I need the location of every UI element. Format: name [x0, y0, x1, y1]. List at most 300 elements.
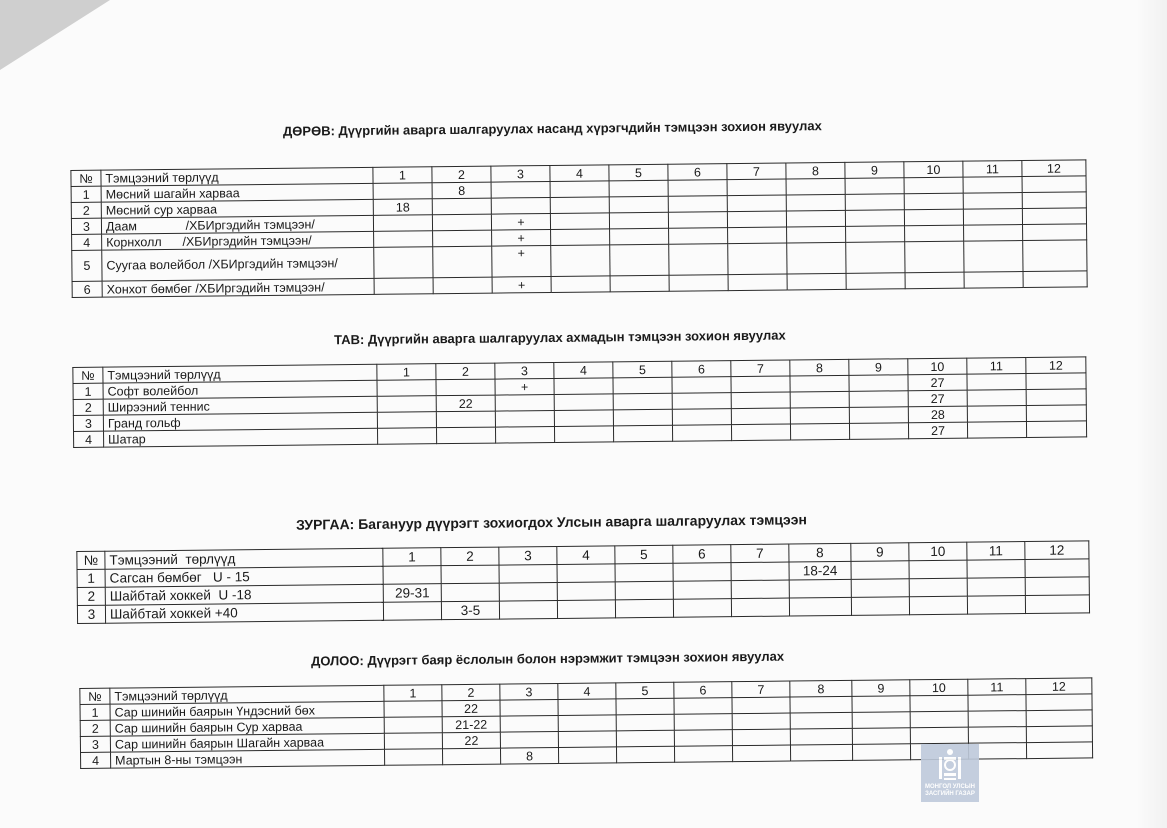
cell	[500, 699, 558, 716]
row-name: Шайбтай хоккей +40	[105, 602, 383, 623]
cell	[441, 565, 499, 584]
cell	[558, 699, 616, 716]
row-name: Корнхолл /ХБИргэдийн тэмцээн/	[102, 231, 374, 250]
cell	[852, 696, 910, 713]
section-title: ДӨРӨВ: Дүүргийн аварга шалгаруулах насанд хүрэгчдийн тэмцээн зохион явуулах	[282, 118, 822, 139]
cell	[669, 228, 728, 245]
cell	[383, 566, 441, 585]
row-no: 1	[77, 569, 105, 587]
cell	[374, 231, 433, 248]
cell	[731, 408, 790, 425]
header-month: 9	[851, 543, 909, 562]
cell	[967, 406, 1026, 423]
cell	[500, 715, 558, 732]
cell	[491, 197, 550, 214]
cell	[609, 196, 668, 213]
cell: 22	[436, 395, 495, 412]
row-no: 2	[77, 587, 105, 605]
cell	[731, 424, 790, 441]
cell	[786, 178, 845, 195]
cell	[905, 241, 964, 273]
cell	[377, 412, 436, 429]
cell	[787, 273, 846, 290]
cell	[1023, 224, 1087, 241]
cell	[433, 246, 492, 278]
cell	[615, 581, 673, 600]
schedule-table	[76, 540, 1090, 624]
cell	[790, 407, 849, 424]
cell	[674, 730, 732, 747]
cell: +	[491, 213, 550, 230]
cell	[609, 212, 668, 229]
cell	[557, 582, 615, 601]
cell	[964, 241, 1023, 273]
cell	[790, 696, 852, 713]
cell	[1025, 559, 1089, 578]
header-month: 10	[910, 679, 968, 696]
cell	[1022, 208, 1086, 225]
header-month: 5	[615, 545, 673, 564]
cell	[1022, 176, 1086, 193]
cell	[851, 597, 909, 616]
cell	[845, 210, 904, 227]
cell	[613, 409, 672, 426]
cell: 18-24	[789, 561, 851, 580]
cell	[1025, 577, 1089, 596]
cell	[728, 227, 787, 244]
row-no: 4	[72, 234, 102, 250]
header-month: 1	[377, 364, 436, 381]
row-no: 4	[74, 431, 104, 447]
row-no: 1	[73, 383, 103, 399]
cell	[384, 717, 442, 734]
cell	[672, 409, 731, 426]
cell	[558, 715, 616, 732]
cell	[550, 213, 609, 230]
cell	[727, 179, 786, 196]
cell	[910, 695, 968, 712]
cell	[732, 729, 790, 746]
header-month: 12	[1025, 541, 1089, 560]
cell	[967, 596, 1025, 615]
cell	[491, 181, 550, 198]
cell	[377, 380, 436, 397]
header-month: 8	[790, 680, 852, 697]
row-no: 3	[80, 736, 110, 752]
header-month: 5	[609, 164, 668, 181]
cell: 27	[908, 374, 967, 391]
cell	[963, 193, 1022, 210]
cell	[674, 746, 732, 763]
header-month: 9	[849, 359, 908, 376]
header-month: 1	[373, 167, 432, 184]
cell	[499, 600, 557, 619]
header-month: 3	[495, 362, 554, 379]
cell	[554, 394, 613, 411]
cell	[500, 731, 558, 748]
cell	[668, 180, 727, 197]
cell	[1026, 405, 1086, 422]
cell	[384, 733, 442, 750]
header-month: 8	[789, 543, 851, 562]
cell	[728, 274, 787, 291]
cell	[383, 602, 441, 621]
cell: 3-5	[441, 601, 499, 620]
row-no: 2	[80, 720, 110, 736]
header-name: Тэмцээний төрлүүд	[110, 685, 384, 704]
cell: +	[492, 229, 551, 246]
cell	[790, 391, 849, 408]
cell	[436, 411, 495, 428]
cell	[432, 198, 491, 215]
cell	[616, 746, 674, 763]
cell	[731, 392, 790, 409]
header-month: 7	[732, 681, 790, 698]
row-no: 2	[71, 202, 101, 218]
header-month: 7	[731, 360, 790, 377]
header-month: 6	[673, 545, 731, 564]
cell	[432, 214, 491, 231]
schedule-table	[70, 159, 1087, 298]
header-name: Тэмцээний төрлүүд	[105, 548, 383, 569]
cell	[1026, 710, 1092, 727]
cell: 8	[500, 747, 558, 764]
cell: +	[492, 245, 551, 277]
cell	[442, 748, 500, 765]
header-month: 2	[432, 166, 491, 183]
cell	[967, 374, 1026, 391]
cell	[846, 242, 905, 274]
cell	[790, 744, 852, 761]
row-name: Даам /ХБИргэдийн тэмцээн/	[101, 215, 373, 234]
cell	[968, 711, 1026, 728]
cell	[384, 701, 442, 718]
row-no: 1	[80, 704, 110, 720]
cell	[674, 714, 732, 731]
cell	[852, 728, 910, 745]
cell: 29-31	[383, 584, 441, 603]
row-name: Мартын 8-ны тэмцээн	[111, 749, 385, 768]
cell	[849, 375, 908, 392]
cell	[558, 731, 616, 748]
cell	[1026, 726, 1092, 743]
header-month: 11	[968, 679, 1026, 696]
section-title: ЗУРГАА: Багануур дүүрэгт зохиогдох Улсын аварга шалгаруулах тэмцээн	[295, 511, 807, 533]
cell	[669, 275, 728, 292]
cell	[787, 242, 846, 274]
cell	[673, 563, 731, 582]
header-month: 4	[558, 683, 616, 700]
cell	[968, 695, 1026, 712]
cell	[609, 180, 668, 197]
cell	[551, 245, 610, 277]
cell	[967, 422, 1026, 439]
cell	[1025, 595, 1089, 614]
cell: 18	[373, 199, 432, 216]
cell	[851, 579, 909, 598]
header-month: 4	[550, 165, 609, 182]
cell	[967, 560, 1025, 579]
cell	[731, 376, 790, 393]
cell	[554, 410, 613, 427]
cell	[374, 278, 433, 295]
row-name: Сар шинийн баярын Үндэсний бөх	[110, 701, 384, 720]
row-no: 1	[71, 186, 101, 202]
cell	[615, 599, 673, 618]
cell	[851, 561, 909, 580]
cell	[1026, 694, 1092, 711]
row-no: 2	[73, 399, 103, 415]
header-month: 11	[967, 542, 1025, 561]
header-month: 6	[674, 682, 732, 699]
cell	[787, 226, 846, 243]
soyombo-icon	[935, 748, 965, 782]
cell	[377, 396, 436, 413]
header-month: 9	[845, 162, 904, 179]
cell	[672, 377, 731, 394]
cell	[495, 394, 554, 411]
cell	[1026, 389, 1086, 406]
header-month: 3	[499, 546, 557, 565]
header-month: 1	[384, 685, 442, 702]
page-fold	[0, 0, 110, 70]
row-no: 3	[71, 218, 101, 234]
page-edge	[1137, 0, 1167, 828]
cell	[846, 226, 905, 243]
row-name: Ширээний теннис	[103, 396, 377, 415]
cell	[852, 744, 910, 761]
row-name: Сар шинийн баярын Сур харваа	[110, 717, 384, 736]
header-month: 7	[727, 163, 786, 180]
cell	[672, 393, 731, 410]
cell	[963, 177, 1022, 194]
header-month: 8	[790, 359, 849, 376]
cell	[909, 596, 967, 615]
row-name: Сагсан бөмбөг U - 15	[105, 566, 383, 587]
cell: 27	[908, 422, 967, 439]
cell: 27	[908, 390, 967, 407]
cell: 8	[432, 182, 491, 199]
header-no: №	[71, 170, 101, 186]
cell	[1023, 271, 1087, 288]
header-month: 12	[1026, 678, 1092, 695]
cell	[499, 564, 557, 583]
cell	[790, 728, 852, 745]
header-month: 4	[554, 362, 613, 379]
cell	[728, 243, 787, 275]
cell	[845, 194, 904, 211]
cell: 22	[442, 732, 500, 749]
cell	[615, 563, 673, 582]
row-name: Мөсний шагайн харваа	[101, 183, 373, 202]
cell	[613, 393, 672, 410]
cell	[905, 272, 964, 289]
cell	[610, 244, 669, 276]
cell	[495, 410, 554, 427]
cell	[849, 407, 908, 424]
header-month: 7	[731, 544, 789, 563]
cell	[968, 727, 1026, 744]
cell	[964, 225, 1023, 242]
header-month: 6	[668, 164, 727, 181]
cell	[732, 697, 790, 714]
cell	[845, 178, 904, 195]
cell	[731, 580, 789, 599]
cell	[672, 425, 731, 442]
cell	[852, 712, 910, 729]
header-month: 10	[904, 161, 963, 178]
cell	[849, 391, 908, 408]
header-month: 11	[967, 358, 1026, 375]
cell	[616, 730, 674, 747]
cell	[904, 193, 963, 210]
cell	[557, 600, 615, 619]
section-title: ДОЛОО: Дүүрэгт баяр ёслолын болон нэрэмжит тэмцээн зохион явуулах	[310, 648, 785, 669]
header-no: №	[77, 551, 105, 569]
row-name: Сар шинийн баярын Шагайн харваа	[110, 733, 384, 752]
cell	[910, 711, 968, 728]
row-name: Шайбтай хоккей U -18	[105, 584, 383, 605]
header-month: 5	[616, 682, 674, 699]
header-month: 12	[1022, 160, 1086, 177]
cell	[789, 597, 851, 616]
cell	[554, 426, 613, 443]
cell	[384, 749, 442, 766]
row-no: 3	[73, 415, 103, 431]
cell	[731, 562, 789, 581]
row-name: Мөсний сур харваа	[101, 199, 373, 218]
cell	[1026, 421, 1086, 438]
cell	[668, 212, 727, 229]
cell	[377, 428, 436, 445]
cell	[610, 228, 669, 245]
header-month: 8	[786, 162, 845, 179]
cell	[790, 375, 849, 392]
cell	[551, 276, 610, 293]
cell	[613, 377, 672, 394]
header-no: №	[80, 688, 110, 704]
header-month: 10	[909, 542, 967, 561]
row-no: 4	[81, 752, 111, 768]
cell	[909, 560, 967, 579]
row-name: Суугаа волейбол /ХБИргэдийн тэмцээн/	[102, 247, 374, 281]
cell	[1026, 373, 1086, 390]
cell: +	[492, 276, 551, 293]
header-name: Тэмцээний төрлүүд	[101, 167, 373, 186]
cell	[674, 698, 732, 715]
header-month: 3	[491, 165, 550, 182]
row-name: Гранд гольф	[103, 412, 377, 431]
schedule-table	[72, 356, 1087, 448]
cell	[786, 194, 845, 211]
row-no: 6	[72, 281, 102, 297]
seal-line: МОНГОЛ УЛСЫН	[925, 784, 975, 790]
row-name: Софт волейбол	[103, 380, 377, 399]
header-month: 2	[436, 363, 495, 380]
header-no: №	[73, 367, 103, 383]
cell	[673, 599, 731, 618]
cell	[558, 747, 616, 764]
header-month: 11	[963, 161, 1022, 178]
cell	[786, 210, 845, 227]
cell	[905, 225, 964, 242]
cell	[727, 195, 786, 212]
cell	[789, 579, 851, 598]
cell	[373, 183, 432, 200]
cell: 28	[908, 406, 967, 423]
cell	[673, 581, 731, 600]
cell	[550, 197, 609, 214]
cell	[849, 423, 908, 440]
header-month: 1	[383, 548, 441, 567]
cell	[727, 211, 786, 228]
header-month: 5	[613, 361, 672, 378]
cell	[964, 272, 1023, 289]
header-month: 2	[442, 684, 500, 701]
row-name: Шатар	[104, 428, 378, 447]
row-name: Хонхот бөмбөг /ХБИргэдийн тэмцээн/	[102, 278, 374, 297]
header-month: 10	[908, 358, 967, 375]
cell	[790, 712, 852, 729]
cell	[499, 582, 557, 601]
cell	[668, 196, 727, 213]
header-month: 3	[500, 683, 558, 700]
row-no: 5	[72, 250, 102, 281]
cell	[846, 273, 905, 290]
header-month: 4	[557, 546, 615, 565]
cell	[616, 698, 674, 715]
cell	[732, 713, 790, 730]
seal-caption	[921, 784, 979, 798]
cell	[1023, 240, 1087, 272]
cell: 21-22	[442, 716, 500, 733]
cell	[613, 425, 672, 442]
cell	[554, 378, 613, 395]
header-month: 2	[441, 547, 499, 566]
cell: +	[495, 378, 554, 395]
cell	[433, 277, 492, 294]
seal-line: ЗАСГИЙН ГАЗАР	[925, 791, 975, 797]
cell	[433, 230, 492, 247]
header-name: Тэмцээний төрлүүд	[103, 364, 377, 383]
cell	[963, 209, 1022, 226]
cell	[441, 583, 499, 602]
cell	[1026, 742, 1092, 759]
cell	[373, 215, 432, 232]
cell	[1022, 192, 1086, 209]
cell: 22	[442, 700, 500, 717]
cell	[610, 275, 669, 292]
cell	[557, 564, 615, 583]
row-no: 3	[77, 605, 105, 623]
cell	[616, 714, 674, 731]
cell	[910, 727, 968, 744]
cell	[904, 177, 963, 194]
cell	[436, 379, 495, 396]
cell	[731, 598, 789, 617]
header-month: 6	[672, 361, 731, 378]
cell	[550, 181, 609, 198]
cell	[904, 209, 963, 226]
cell	[374, 247, 433, 279]
cell	[909, 578, 967, 597]
cell	[732, 745, 790, 762]
cell	[967, 578, 1025, 597]
cell	[551, 229, 610, 246]
header-month: 12	[1026, 357, 1086, 374]
government-seal	[921, 744, 979, 802]
cell	[669, 244, 728, 276]
